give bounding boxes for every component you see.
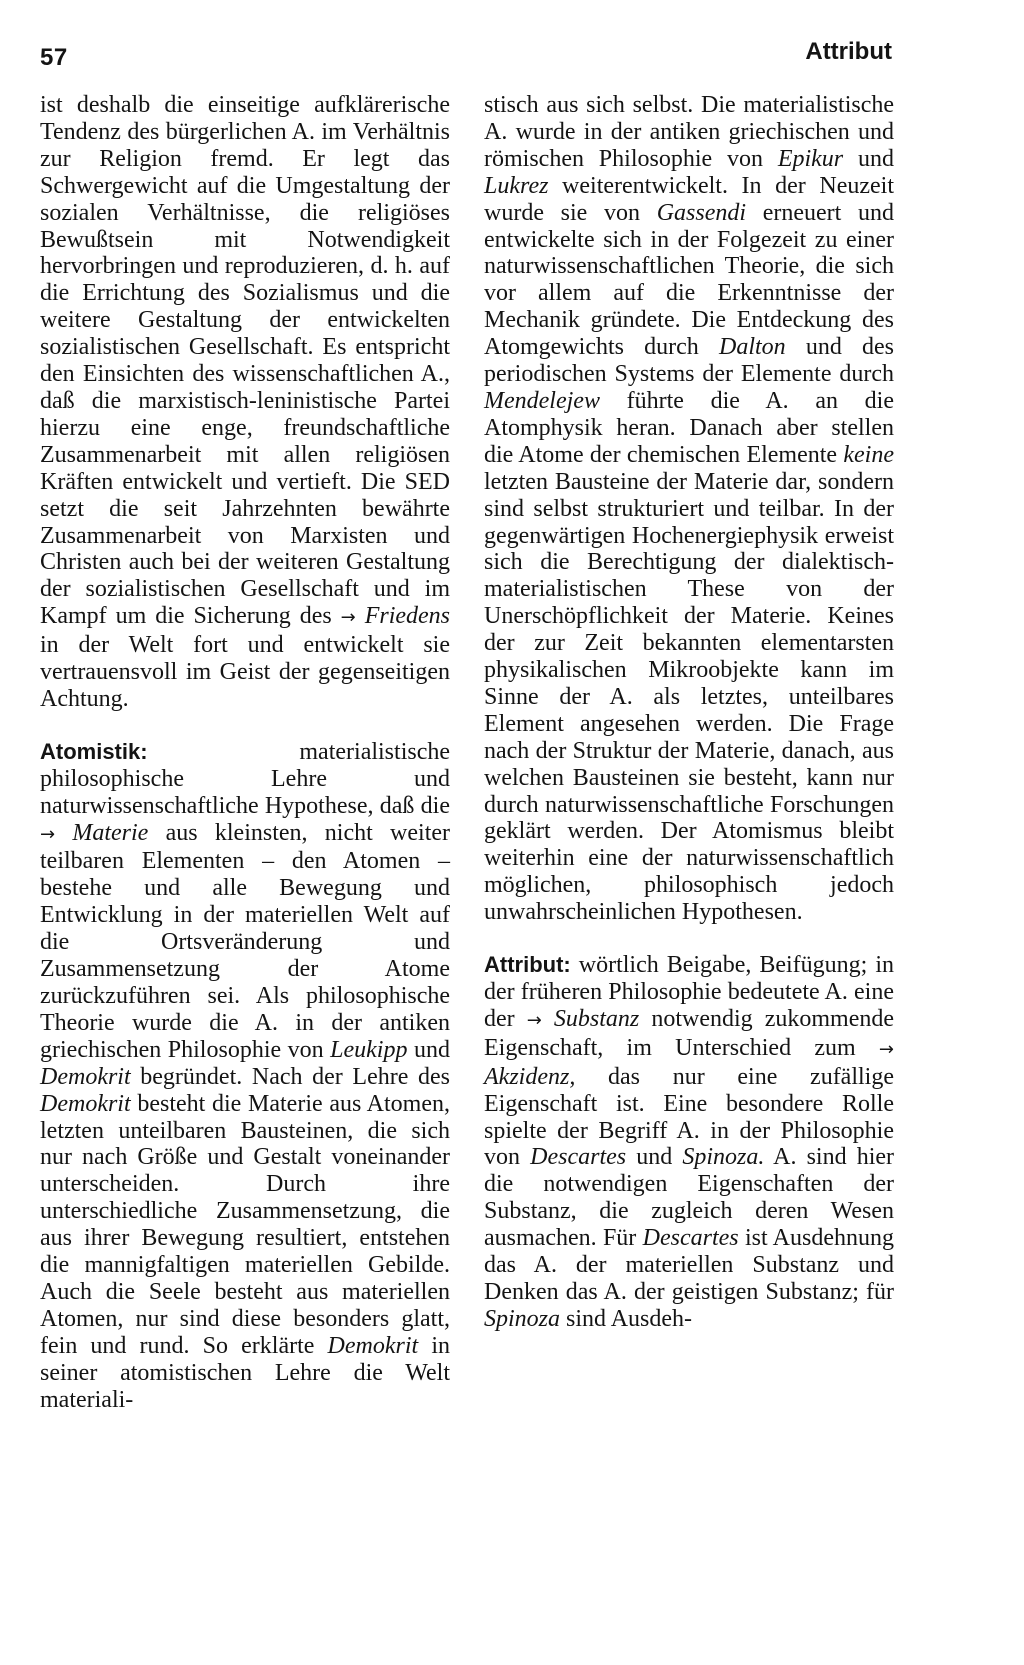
cross-reference-arrow-icon: → (40, 823, 56, 845)
name-reference: Leukipp (330, 1036, 408, 1063)
cross-reference-arrow-icon: → (340, 607, 356, 629)
name-reference: Materie (72, 819, 149, 846)
text-run: das nur eine zufällige Eigenschaft ist. Eine besondere Rolle spielte der Begriff A. in der Philosophie von (484, 1063, 894, 1171)
text-run: besteht die Materie aus Atomen, letzten unteilbaren Bausteinen, die sich nur nach Größe und Gestalt voneinander unterscheiden. Durch ihre unterschiedliche Zusammensetzung, die aus ihrer Bewegung resultiert, entstehen die mannigfaltigen materiellen Gebilde. Auch die Seele besteht aus materiellen Atomen, nur sind diese besonders glatt, fein und rund. So erklärte (40, 1090, 450, 1359)
text-run: und des periodischen Systems der Elemente durch (484, 334, 894, 388)
entry-atomistik (40, 739, 450, 1414)
text-run: und (626, 1144, 683, 1171)
text-run: in seiner atomistischen Lehre die Welt materiali- (40, 1332, 450, 1413)
entry-atomistik-continued (484, 92, 894, 926)
name-reference: keine (843, 441, 894, 468)
name-reference: Mendelejew (484, 387, 600, 414)
name-reference: Lukrez (484, 172, 549, 199)
paragraph-atheism-continued (40, 92, 450, 713)
right-column (484, 92, 894, 1333)
name-reference: Dalton (718, 334, 786, 361)
name-reference: Spinoza. (682, 1144, 765, 1171)
running-head: Attribut (805, 38, 892, 65)
entry-attribut (484, 952, 894, 1333)
text-run: stisch aus sich selbst. Die materialistische A. wurde in der antiken griechischen und römischen Philosophie von (484, 92, 894, 172)
entry-headword: Attribut: (484, 952, 571, 978)
text-run: materialistische philosophische Lehre und naturwissenschaftliche Hypothese, daß die (40, 738, 450, 819)
name-reference: Descartes (642, 1225, 739, 1252)
text-run: und (407, 1036, 450, 1063)
text-run: ist deshalb die einseitige aufklärerische Tendenz des bürgerlichen A. im Verhältnis zur Religion fremd. Er legt das Schwergewicht auf die Umgestaltung der sozialen Verhältnisse, die religiöses Bewußtsein mit Notwendigkeit hervorbringen und reproduzieren, d. h. auf die Errichtung des Sozialismus und die weitere Gestaltung der entwickelten sozialistischen Gesellschaft. Es entspricht den Einsichten des wissenschaftlichen A., daß die marxistisch-leninistische Partei hierzu eine enge, freundschaftliche Zusammenarbeit mit allen religiösen Kräften entwickelt und vertieft. Die SED setzt die seit Jahrzehnten bewährte Zusammenarbeit von Marxisten und Christen auch bei der weiteren Gestaltung der sozialistischen Gesellschaft und im Kampf um die Sicherung des (40, 92, 450, 630)
text-run: weiterentwickelt. In der Neuzeit wurde sie von (484, 172, 894, 226)
text-run: führte die A. an die Atomphysik heran. Danach aber stellen die Atome der chemischen Elemente (484, 387, 894, 468)
text-run: wörtlich Beigabe, Beifügung; in der früheren Philosophie bedeutete A. eine der (484, 952, 894, 1032)
entry-headword: Atomistik: (40, 738, 148, 764)
name-reference: Friedens (364, 603, 451, 630)
text-run: A. sind hier die notwendigen Eigenschaften der Substanz, die zugleich deren Wesen ausmachen. Für (484, 1144, 895, 1252)
cross-reference-arrow-icon: → (526, 1009, 542, 1031)
name-reference: Descartes (530, 1144, 627, 1171)
text-run: notwendig zukommende Eigenschaft, im Unterschied zum (484, 1005, 894, 1061)
name-reference: Epikur (777, 145, 844, 172)
name-reference: Gassendi (656, 199, 747, 226)
name-reference: Demokrit (40, 1063, 131, 1090)
text-run: sind Ausdeh- (560, 1305, 693, 1332)
text-run: letzten Bausteine der Materie dar, sondern sind selbst strukturiert und teilbar. In der gegenwärtigen Hochenergiephysik erweist sich die Berechtigung der dialektisch-materialistischen These von der Unerschöpflichkeit der Materie. Keines der zur Zeit bekannten elementarsten physikalischen Mikroobjekte kann im Sinne der A. als letztes, unteilbares Element angesehen werden. Die Frage nach der Struktur der Materie, danach, aus welchen Bausteinen sie besteht, kann nur durch naturwissenschaftliche Forschungen geklärt werden. Der Atomismus bleibt weiterhin eine der naturwissenschaftlich möglichen, philosophisch jedoch unwahrscheinlichen Hypothesen. (484, 468, 894, 926)
text-run (55, 820, 72, 846)
text-run: begründet. Nach der Lehre des (130, 1063, 450, 1090)
text-run: erneuert und entwickelte sich in der Folgezeit zu einer naturwissenschaftlichen Theorie, die sich vor allem auf die Erkenntnisse der Mechanik gründete. Die Entdeckung des Atomgewichts durch (484, 199, 895, 361)
text-run (356, 603, 365, 629)
name-reference: Spinoza (484, 1305, 561, 1332)
name-reference: Akzidenz, (484, 1063, 576, 1090)
cross-reference-arrow-icon: → (878, 1038, 894, 1060)
text-run: aus kleinsten, nicht weiter teilbaren Elementen – den Atomen – bestehe und alle Bewegung und Entwicklung in der materiellen Welt auf die Ortsveränderung und Zusammensetzung der Atome zurückzuführen sei. Als philosophische Theorie wurde die A. in der antiken griechischen Philosophie von (40, 819, 450, 1063)
page-number: 57 (40, 44, 68, 71)
left-column (40, 92, 450, 1414)
name-reference: Demokrit (40, 1090, 131, 1117)
text-run: ist Ausdehnung das A. der materiellen Substanz und Denken das A. der geistigen Substanz; für (484, 1225, 894, 1305)
text-run (542, 1006, 554, 1032)
name-reference: Substanz (553, 1005, 640, 1032)
text-run: in der Welt fort und entwickelt sie vertrauensvoll im Geist der gegenseitigen Achtung. (40, 632, 450, 712)
text-run: und (843, 145, 894, 172)
name-reference: Demokrit (327, 1332, 419, 1359)
